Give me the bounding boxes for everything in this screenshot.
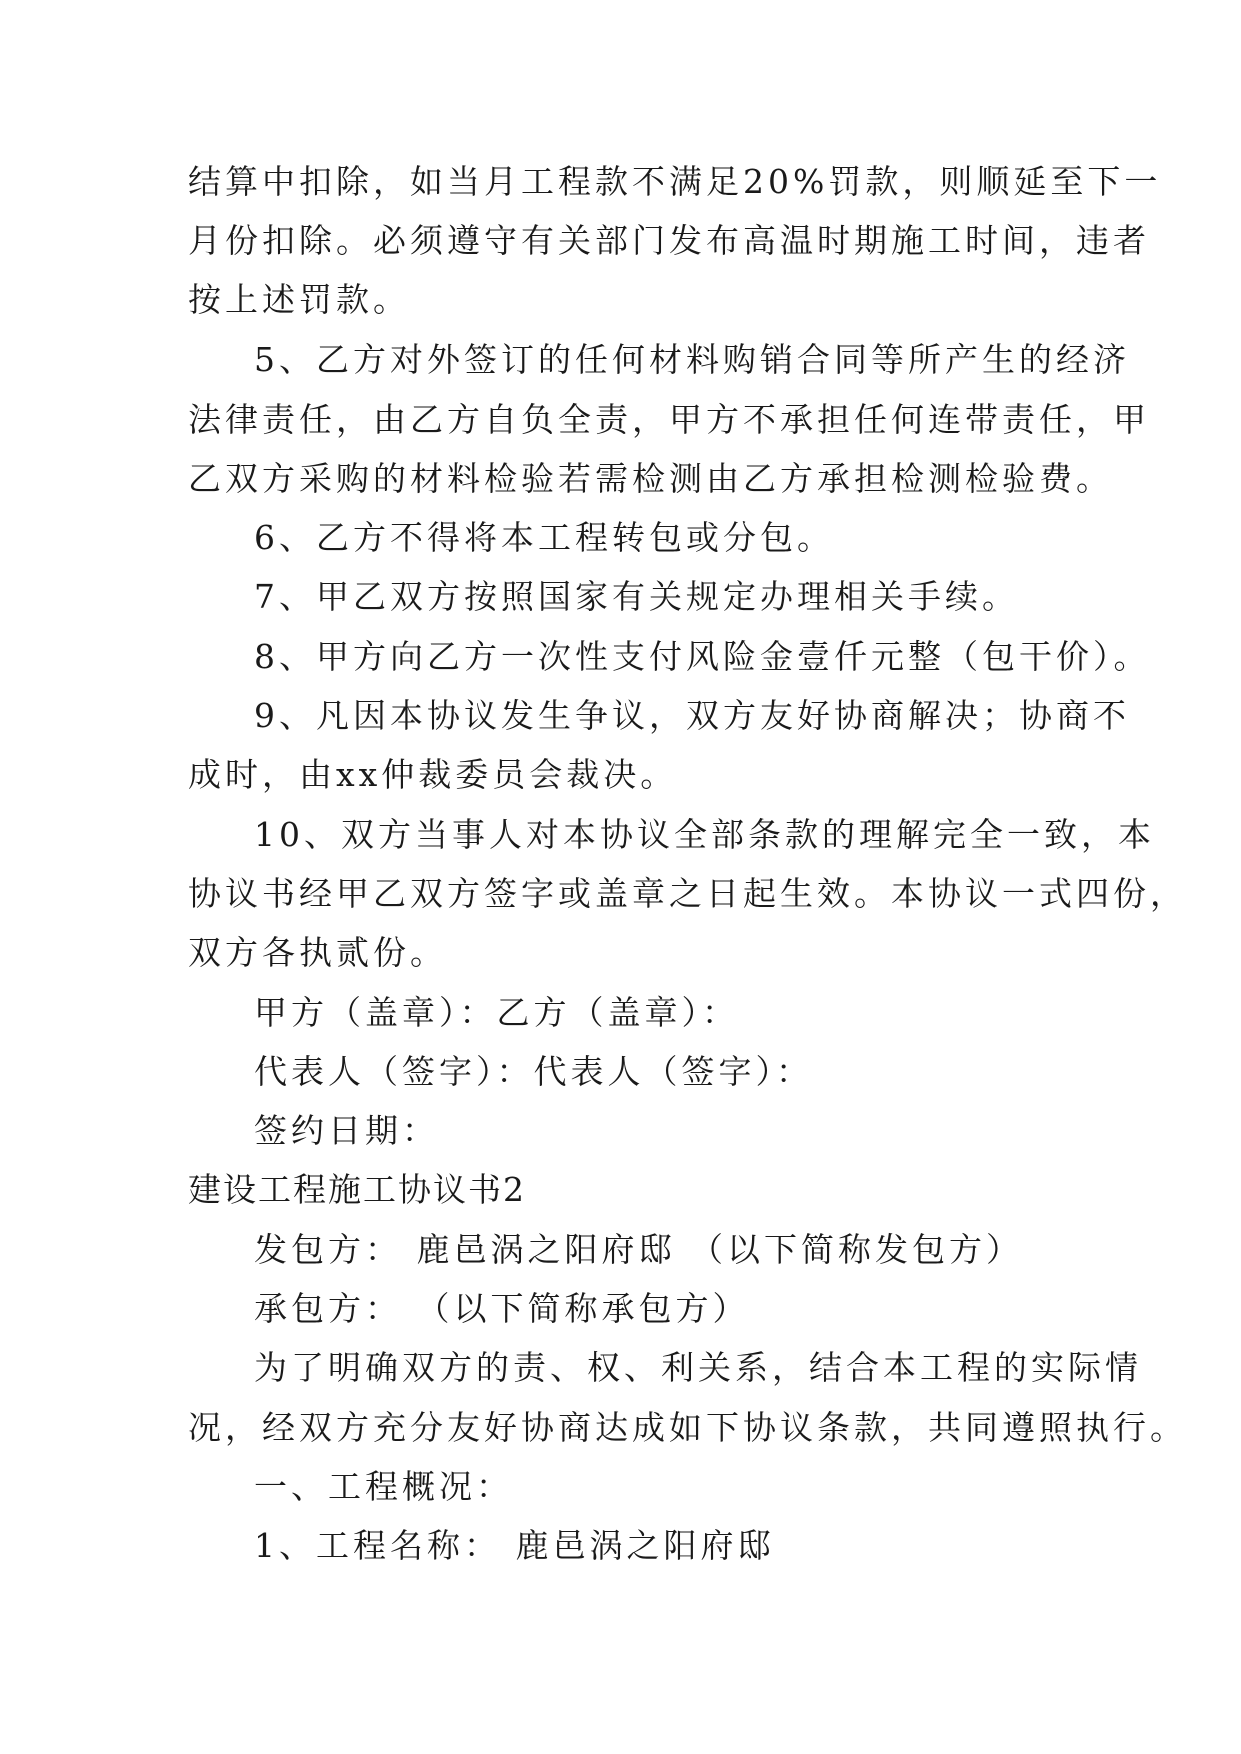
text-line: 成时，由xx仲裁委员会裁决。 [188, 755, 678, 794]
text-line: 按上述罚款。 [188, 280, 410, 319]
text-line: 法律责任，由乙方自负全责，甲方不承担任何连带责任，甲 [188, 400, 1150, 439]
text-line: 协议书经甲乙双方签字或盖章之日起生效。本协议一式四份， [188, 874, 1187, 913]
text-line: 5、乙方对外签订的任何材料购销合同等所产生的经济 [254, 340, 1130, 379]
text-line: 乙双方采购的材料检验若需检测由乙方承担检测检验费。 [188, 459, 1113, 498]
text-line: 7、甲乙双方按照国家有关规定办理相关手续。 [254, 577, 1019, 616]
text-line: 承包方： （以下简称承包方） [254, 1289, 750, 1328]
signing-date-line: 签约日期： [254, 1111, 439, 1150]
text-line: 10、双方当事人对本协议全部条款的理解完全一致，本 [254, 815, 1155, 854]
text-line: 为了明确双方的责、权、利关系，结合本工程的实际情 [254, 1348, 1142, 1387]
text-line: 结算中扣除，如当月工程款不满足20%罚款，则顺延至下一 [188, 162, 1162, 201]
text-line: 双方各执贰份。 [188, 933, 447, 972]
text-line: 月份扣除。必须遵守有关部门发布高温时期施工时间，违者 [188, 221, 1150, 260]
signature-line-party: 甲方（盖章）：乙方（盖章）： [254, 993, 739, 1032]
text-line: 发包方： 鹿邑涡之阳府邸 （以下简称发包方） [254, 1230, 1023, 1269]
text-line: 6、乙方不得将本工程转包或分包。 [254, 518, 834, 557]
signature-line-representative: 代表人（签字）：代表人（签字）： [254, 1052, 813, 1091]
text-line: 9、凡因本协议发生争议，双方友好协商解决；协商不 [254, 696, 1130, 735]
text-line: 1、工程名称： 鹿邑涡之阳府邸 [254, 1526, 775, 1565]
text-line: 一、工程概况： [254, 1467, 513, 1506]
text-line: 8、甲方向乙方一次性支付风险金壹仟元整（包干价）。 [254, 637, 1151, 676]
section-title: 建设工程施工协议书2 [188, 1170, 526, 1209]
text-line: 况，经双方充分友好协商达成如下协议条款，共同遵照执行。 [188, 1408, 1187, 1447]
